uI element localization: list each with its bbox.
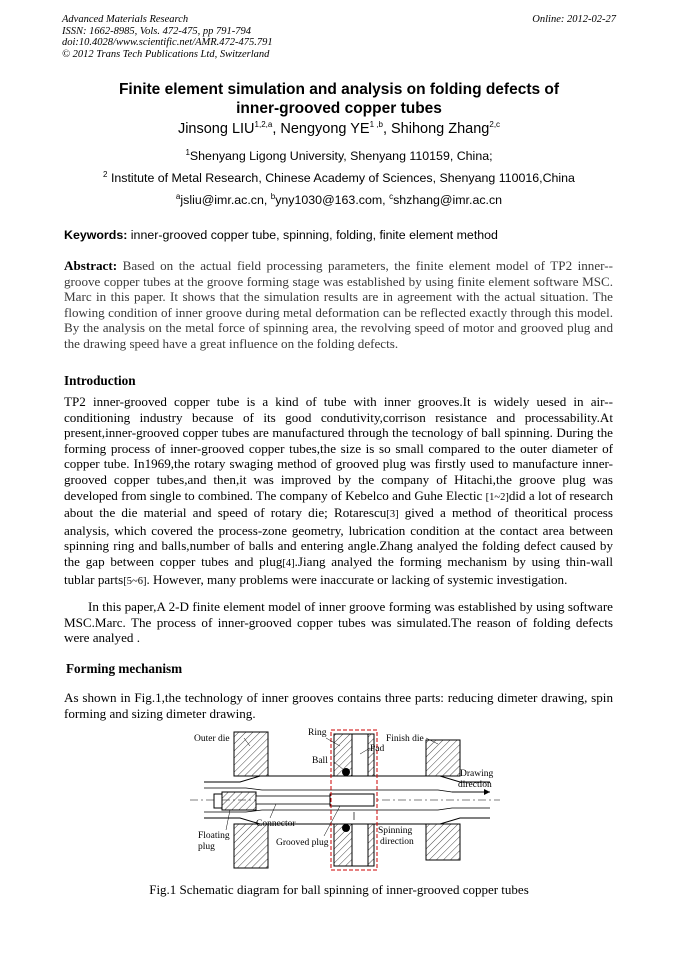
email-link[interactable]: jsliu@imr.ac.cn, bbox=[180, 193, 271, 207]
label-drawing-direction: direction bbox=[458, 780, 492, 790]
ball-bottom bbox=[342, 824, 350, 832]
pad-bottom bbox=[352, 824, 368, 866]
online-date: Online: 2012-02-27 bbox=[532, 14, 616, 25]
label-pad: Pad bbox=[370, 744, 385, 754]
journal-name: Advanced Materials Research bbox=[62, 14, 189, 25]
abstract-label: Abstract: bbox=[64, 258, 118, 273]
tube-outer-bottom bbox=[204, 818, 490, 824]
outer-die-top bbox=[234, 732, 268, 776]
copyright: © 2012 Trans Tech Publications Ltd, Switzerland bbox=[62, 48, 270, 60]
finish-die-bottom bbox=[426, 824, 460, 860]
forming-paragraph: As shown in Fig.1,the technology of inner grooves contains three parts: reducing dimeter drawing, spin forming and sizing dimeter drawing. bbox=[64, 690, 613, 721]
plug-nut bbox=[214, 794, 222, 808]
author-list: Jinsong LIU$^{1,2,a}$, Nengyong YE$^{1 ,b}$, Shihong Zhang$^{2,c}$ bbox=[177, 120, 501, 137]
figure-caption: Fig.1 Schematic diagram for ball spinning of inner-grooved copper tubes bbox=[149, 882, 529, 897]
abstract bbox=[64, 258, 613, 352]
label-ring: Ring bbox=[308, 728, 327, 738]
label-spinning: Spinning bbox=[378, 826, 413, 836]
keywords bbox=[64, 228, 498, 242]
affiliation-1: $^1$Shenyang Ligong University, Shenyang 110159, China; bbox=[185, 147, 493, 163]
label-floating: Floating bbox=[198, 831, 230, 841]
author-sup: 1,2,a bbox=[254, 120, 273, 130]
label-grooved-plug: Grooved plug bbox=[276, 838, 329, 848]
abstract-text: Based on the actual field processing parameters, the finite element model of TP2 inner--groove copper tubes at the groove forming stage was established by using finite element software MSC. Marc in this paper. It shows that the simulation results are in agreement with the actual situation. The flowing condition of inner groove during metal deformation can be reflected exactly through this model. By the analysis on the metal force of spinning area, the revolving speed of motor and grooved plug and the drawing speed have a great influence on the folding defects. bbox=[64, 258, 613, 351]
pad-top bbox=[352, 734, 368, 776]
keywords-text: inner-grooved copper tube, spinning, folding, finite element method bbox=[127, 228, 498, 242]
finish-die-top bbox=[426, 740, 460, 776]
citation: [1~2] bbox=[485, 491, 509, 503]
affiliation-2: $^2$ Institute of Metal Research, Chinese Academy of Sciences, Shenyang 110016,China bbox=[103, 169, 575, 185]
label-outer-die: Outer die bbox=[194, 734, 230, 744]
journal-header bbox=[62, 14, 273, 60]
section-heading-forming-mechanism: Forming mechanism bbox=[66, 661, 183, 676]
author-name: Nengyong YE bbox=[280, 121, 370, 137]
label-spinning-direction: direction bbox=[380, 837, 414, 847]
introduction-paragraph-1: TP2 inner-grooved copper tube is a kind of tube with inner grooves.It is widely uesed in air--conditioning industry because of its good condutivity,corrison resistance and processability.At present,inner-grooved copper tubes are manufactured through the tecnology of ball spinning. During the forming process of inner-grooved copper tubes,the size is so small compared to the outer diameter of copper tube. In1969,the rotary swaging method of grooved plug was firstly used to manufacture inner-grooved copper tubes,and then,it was improved by the company of Hitachi,the groove plug was developed from single to combined. The company of Kebelco and Guhe Electic [1~2]did a lot of research about the die material and speed of rotary die; Rotarescu[3] gived a method of theoritical process analysis, which covered the process-zone geometry, lubrication condition at the contact area between spinning ring and balls,number of balls and entering angle.Zhang analyed the folding defect caused by the gap between copper tubes and plug[4].Jiang analyed the forming mechanism by using thin-wall tublar parts[5~6]. However, many problems were inaccurate or lacking of systemic investigation. bbox=[64, 394, 613, 587]
author-sup: 2,c bbox=[489, 120, 501, 130]
keywords-label: Keywords: bbox=[64, 228, 128, 242]
introduction-paragraph-2: In this paper,A 2-D finite element model of inner groove forming was established by using software MSC.Marc. The process of inner-grooved copper tubes was simulated.The reason of folding defects were analyed . bbox=[64, 599, 613, 646]
email-link[interactable]: yny1030@163.com, bbox=[275, 193, 390, 207]
citation: [3] bbox=[386, 509, 399, 521]
floating-plug bbox=[222, 792, 256, 810]
label-connector: Connector bbox=[256, 819, 296, 829]
outer-die-bottom bbox=[234, 824, 268, 868]
grooved-plug bbox=[330, 794, 374, 806]
issn: ISSN: 1662-8985, Vols. 472-475, pp 791-794 bbox=[62, 25, 251, 37]
author-name: Jinsong LIU bbox=[177, 121, 255, 137]
citation: [4] bbox=[282, 557, 295, 569]
author-sup: 1 ,b bbox=[369, 120, 383, 130]
email-link[interactable]: shzhang@imr.ac.cn bbox=[393, 193, 503, 207]
section-heading-introduction: Introduction bbox=[64, 373, 136, 388]
author-name: Shihong Zhang bbox=[391, 121, 490, 137]
tube-inner-top bbox=[204, 788, 490, 792]
paper-title: Finite element simulation and analysis on folding defects of inner-grooved copper tubes bbox=[118, 81, 560, 117]
label-drawing: Drawing bbox=[460, 769, 494, 779]
email-list: $^a$jsliu@imr.ac.cn, $^b$yny1030@163.com, $^c$shzhang@imr.ac.cn bbox=[175, 191, 503, 207]
label-finish-die: Finish die bbox=[386, 734, 424, 744]
label-plug: plug bbox=[198, 842, 215, 852]
doi: doi:10.4028/www.scientific.net/AMR.472-475.791 bbox=[62, 37, 273, 49]
ball-spinning-diagram bbox=[190, 724, 500, 872]
citation: [5~6] bbox=[123, 575, 147, 587]
tube-outer-top bbox=[204, 776, 490, 782]
label-ball: Ball bbox=[312, 756, 328, 766]
